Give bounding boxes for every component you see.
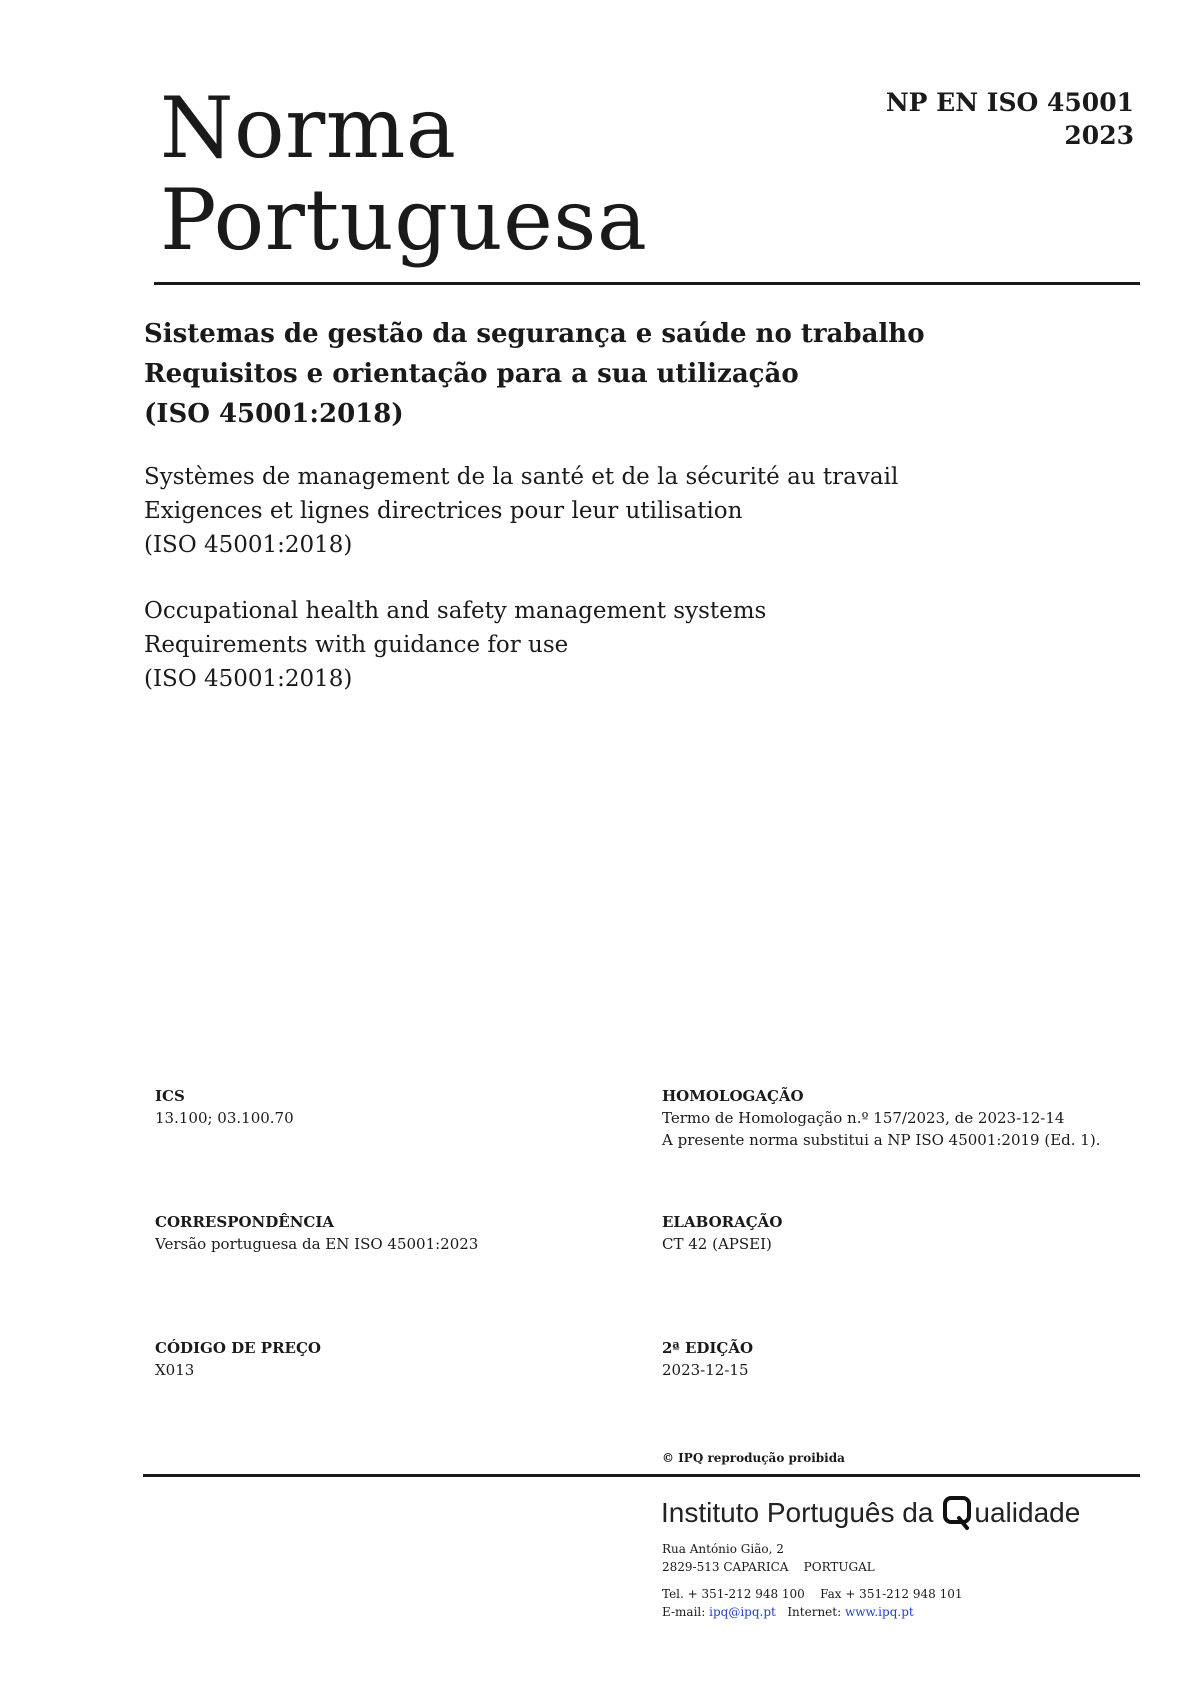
title-en-line: Requirements with guidance for use xyxy=(144,632,569,658)
codigo-preco-block xyxy=(155,1337,321,1381)
title-en-line: Occupational health and safety management systems xyxy=(144,598,767,624)
title-en-line: (ISO 45001:2018) xyxy=(144,666,353,692)
title-french xyxy=(144,460,898,562)
codigo-preco-value: X013 xyxy=(155,1361,195,1379)
title-portuguese xyxy=(144,314,925,434)
edicao-block xyxy=(662,1337,753,1381)
email-internet-line xyxy=(662,1603,963,1621)
title-pt-line: (ISO 45001:2018) xyxy=(144,399,404,429)
footer-divider xyxy=(143,1474,1140,1477)
title-pt-line: Sistemas de gestão da segurança e saúde no trabalho xyxy=(144,319,925,349)
website-link[interactable]: www.ipq.pt xyxy=(844,1605,914,1619)
homologacao-replaces: A presente norma substitui a NP ISO 45001:2019 (Ed. 1). xyxy=(662,1131,1101,1149)
standard-code: NP EN ISO 45001 xyxy=(885,88,1134,117)
ics-block xyxy=(155,1085,294,1129)
title-pt-line: Requisitos e orientação para a sua utilização xyxy=(144,359,799,389)
quality-q-icon xyxy=(943,1496,973,1530)
email-label: E-mail: xyxy=(662,1605,706,1619)
email-link[interactable]: ipq@ipq.pt xyxy=(709,1605,776,1619)
title-english xyxy=(144,594,766,696)
standard-year: 2023 xyxy=(1064,121,1134,150)
correspondencia-label: CORRESPONDÊNCIA xyxy=(155,1213,335,1231)
homologacao-label: HOMOLOGAÇÃO xyxy=(662,1087,804,1105)
edicao-value: 2023-12-15 xyxy=(662,1361,749,1379)
header-divider xyxy=(154,282,1140,285)
contact-block xyxy=(662,1585,963,1621)
address-block xyxy=(662,1540,875,1576)
title-fr-line: Exigences et lignes directrices pour leur utilisation xyxy=(144,498,743,524)
homologacao-term: Termo de Homologação n.º 157/2023, de 2023-12-14 xyxy=(662,1109,1065,1127)
correspondencia-value: Versão portuguesa da EN ISO 45001:2023 xyxy=(155,1235,479,1253)
edicao-label: 2ª EDIÇÃO xyxy=(662,1339,754,1357)
address-city: 2829-513 CAPARICA PORTUGAL xyxy=(662,1560,875,1574)
standard-code-block xyxy=(886,86,1134,152)
elaboracao-block xyxy=(662,1211,782,1255)
title-line-norma: Norma xyxy=(160,79,457,177)
title-fr-line: Systèmes de management de la santé et de la sécurité au travail xyxy=(144,464,899,490)
title-fr-line: (ISO 45001:2018) xyxy=(144,532,353,558)
copyright-notice: © IPQ reprodução proibida xyxy=(662,1451,845,1465)
logo-text-start: Instituto Português da xyxy=(661,1497,934,1528)
title-line-portuguesa: Portuguesa xyxy=(160,171,648,269)
ics-label: ICS xyxy=(155,1087,185,1105)
phone-fax: Tel. + 351-212 948 100 Fax + 351-212 948 101 xyxy=(662,1587,963,1601)
address-street: Rua António Gião, 2 xyxy=(662,1542,784,1556)
homologacao-block xyxy=(662,1085,1100,1151)
correspondencia-block xyxy=(155,1211,478,1255)
internet-label: Internet: xyxy=(787,1605,842,1619)
logo-text-end: ualidade xyxy=(974,1497,1081,1528)
document-type-title xyxy=(160,79,648,269)
ics-value: 13.100; 03.100.70 xyxy=(155,1109,294,1127)
elaboracao-label: ELABORAÇÃO xyxy=(662,1213,783,1231)
codigo-preco-label: CÓDIGO DE PREÇO xyxy=(155,1339,321,1357)
ipq-logo xyxy=(661,1496,1080,1530)
elaboracao-value: CT 42 (APSEI) xyxy=(662,1235,772,1253)
